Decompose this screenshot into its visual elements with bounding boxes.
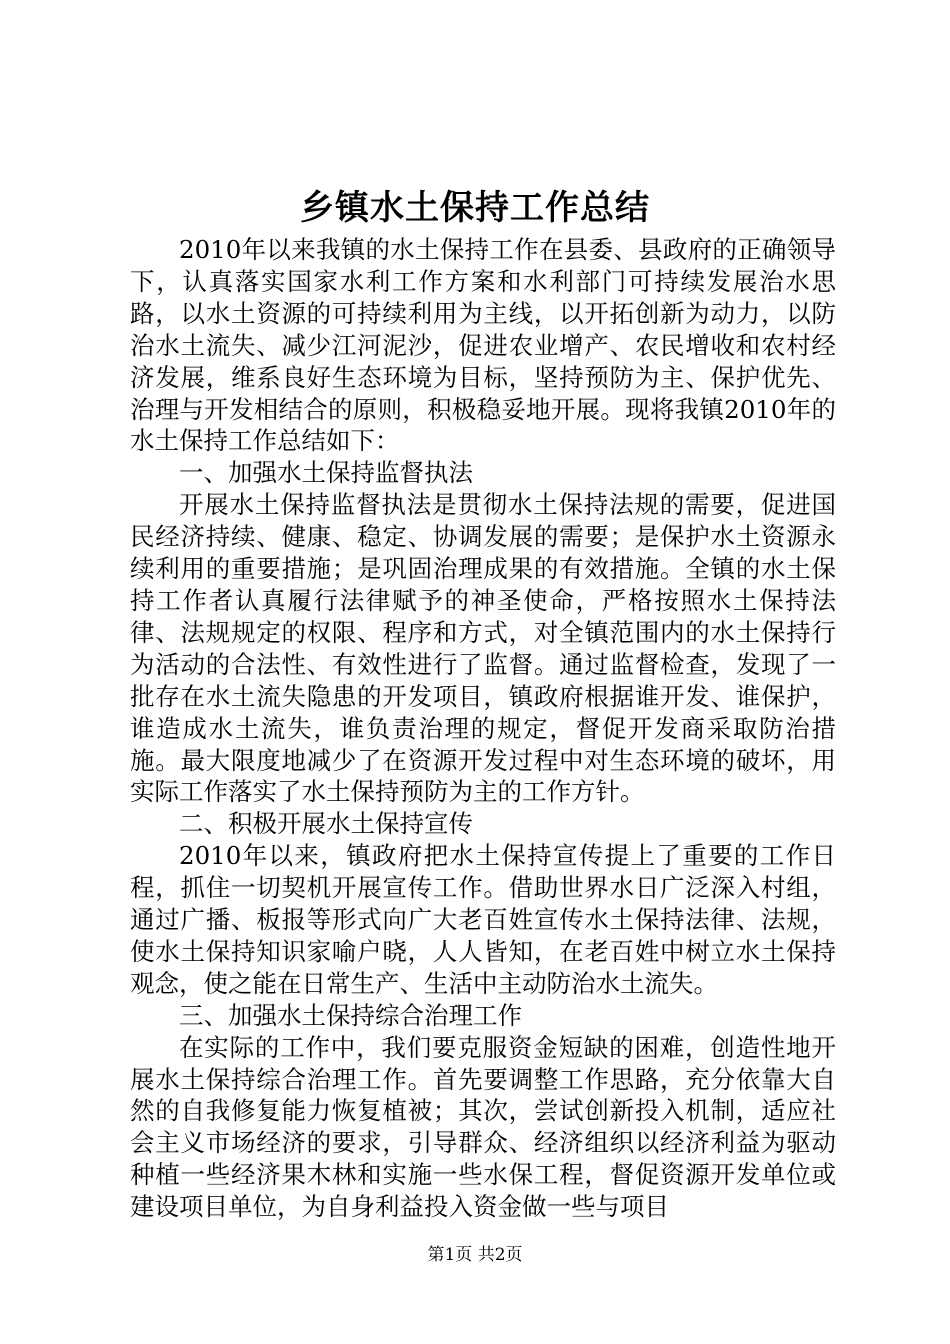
section-heading-1: 一、加强水土保持监督执法 (179, 458, 473, 488)
document-title: 乡镇水土保持工作总结 (300, 188, 650, 228)
section-heading-2: 二、积极开展水土保持宣传 (179, 809, 473, 839)
section-paragraph-3: 在实际的工作中，我们要克服资金短缺的困难，创造性地开展水土保持综合治理工作。首先要调整工作思路，充分依靠大自然的自我修复能力恢复植被；其次，尝试创新投入机制，适应社会主义市场经济的要求，引导群众、经济组织以经济利益为驱动种植一些经济果木林和实施一些水保工程，督促资源开发单位或建设项目单位，为自身利益投入资金做一些与项目 (130, 1032, 836, 1222)
document-body (130, 234, 836, 1223)
section-heading-3: 三、加强水土保持综合治理工作 (179, 1000, 522, 1030)
section-paragraph-1: 开展水土保持监督执法是贯彻水土保持法规的需要，促进国民经济持续、健康、稳定、协调发展的需要；是保护水土资源永续利用的重要措施；是巩固治理成果的有效措施。全镇的水土保持工作者认真履行法律赋予的神圣使命，严格按照水土保持法律、法规规定的权限、程序和方式，对全镇范围内的水土保持行为活动的合法性、有效性进行了监督。通过监督检查，发现了一批存在水土流失隐患的开发项目，镇政府根据谁开发、谁保护，谁造成水土流失，谁负责治理的规定，督促开发商采取防治措施。最大限度地减少了在资源开发过程中对生态环境的破坏，用实际工作落实了水土保持预防为主的工作方针。 (130, 490, 836, 807)
section-paragraph-2: 2010年以来，镇政府把水土保持宣传提上了重要的工作日程，抓住一切契机开展宣传工作。借助世界水日广泛深入村组，通过广播、板报等形式向广大老百姓宣传水土保持法律、法规，使水土保持知识家喻户晓，人人皆知，在老百姓中树立水土保持观念，使之能在日常生产、生活中主动防治水土流失。 (130, 841, 836, 998)
intro-paragraph: 2010年以来我镇的水土保持工作在县委、县政府的正确领导下，认真落实国家水利工作方案和水利部门可持续发展治水思路，以水土资源的可持续利用为主线，以开拓创新为动力，以防治水土流失、减少江河泥沙，促进农业增产、农民增收和农村经济发展，维系良好生态环境为目标，坚持预防为主、保护优先、治理与开发相结合的原则，积极稳妥地开展。现将我镇2010年的水土保持工作总结如下： (130, 235, 836, 456)
page-number-footer: 第1页 共2页 (427, 1245, 523, 1265)
